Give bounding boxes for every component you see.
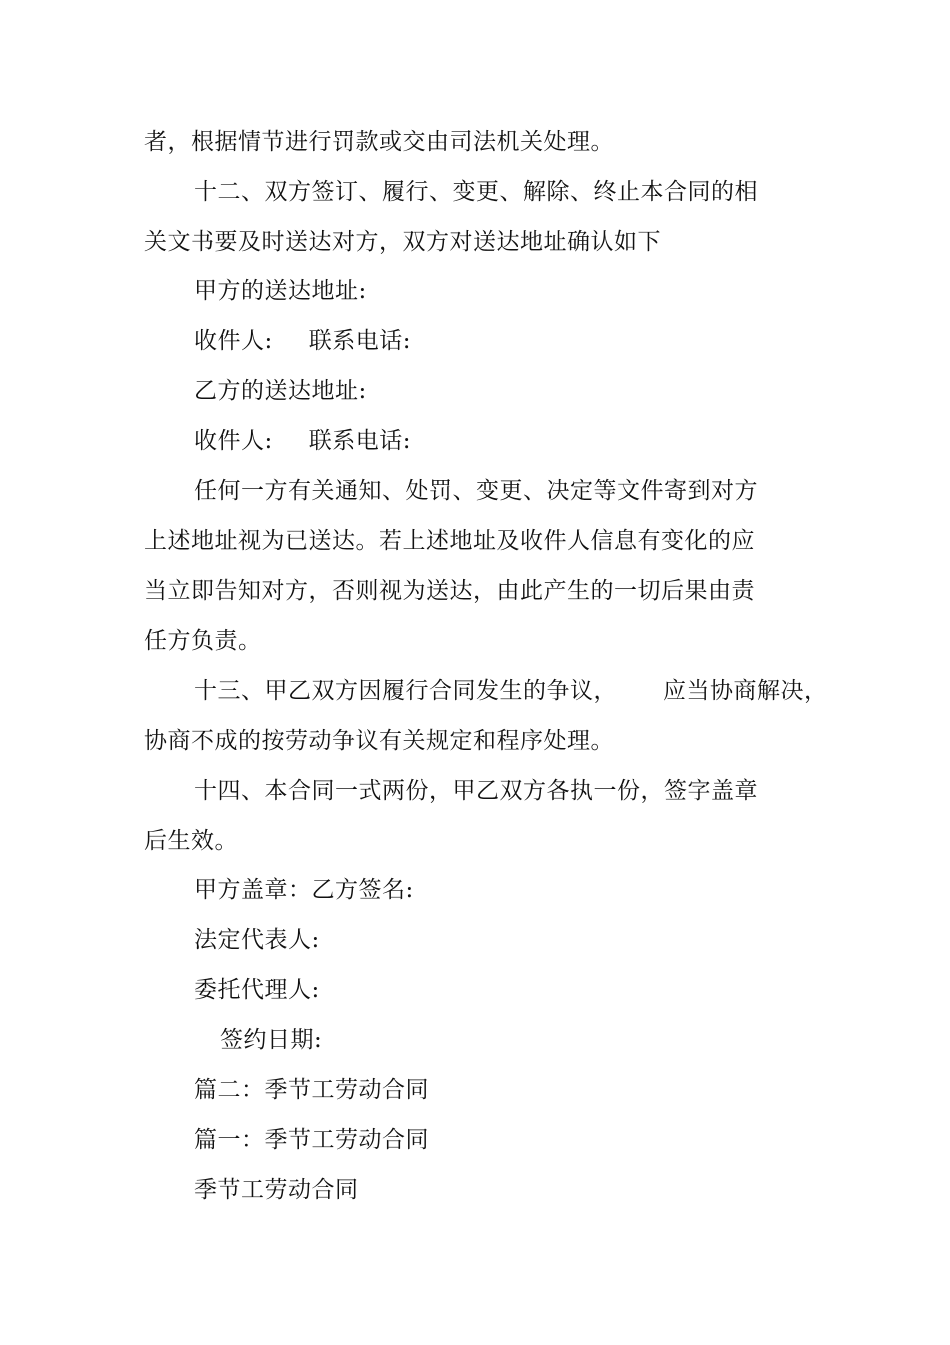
legal-representative-label: 法定代表人: [194, 927, 320, 953]
paragraph-line: 后生效。 [144, 828, 238, 854]
document-title: 季节工劳动合同 [194, 1177, 359, 1203]
phone-label: 联系电话: [308, 428, 411, 454]
paragraph-line: 任方负责。 [144, 628, 262, 654]
section-heading: 篇一：季节工劳动合同 [194, 1127, 429, 1153]
signing-date-label: 签约日期: [220, 1027, 323, 1053]
clause-13-line [194, 676, 828, 706]
paragraph-line: 协商不成的按劳动争议有关规定和程序处理。 [144, 728, 614, 754]
clause-13-part2: 应当协商解决， [663, 678, 828, 704]
clause-12-line: 十二、双方签订、履行、变更、解除、终止本合同的相 [194, 179, 758, 205]
party-b-recipient-row [194, 426, 411, 456]
authorized-agent-label: 委托代理人: [194, 977, 320, 1003]
paragraph-line: 者，根据情节进行罚款或交由司法机关处理。 [144, 129, 614, 155]
clause-14-line: 十四、本合同一式两份，甲乙双方各执一份，签字盖章 [194, 778, 758, 804]
phone-label: 联系电话: [308, 328, 411, 354]
paragraph-line: 上述地址视为已送达。若上述地址及收件人信息有变化的应 [144, 528, 755, 554]
paragraph-line: 关文书要及时送达对方，双方对送达地址确认如下 [144, 229, 661, 255]
recipient-label: 收件人: [194, 328, 273, 354]
clause-13-part1: 十三、甲乙双方因履行合同发生的争议， [194, 678, 617, 704]
paragraph-line: 当立即告知对方，否则视为送达，由此产生的一切后果由责 [144, 578, 755, 604]
party-b-address-label: 乙方的送达地址: [194, 378, 367, 404]
party-a-recipient-row [194, 326, 411, 356]
party-a-address-label: 甲方的送达地址: [194, 278, 367, 304]
notice-paragraph-line: 任何一方有关通知、处罚、变更、决定等文件寄到对方 [194, 478, 758, 504]
signature-line: 甲方盖章：乙方签名: [194, 877, 414, 903]
section-heading: 篇二：季节工劳动合同 [194, 1077, 429, 1103]
recipient-label: 收件人: [194, 428, 273, 454]
